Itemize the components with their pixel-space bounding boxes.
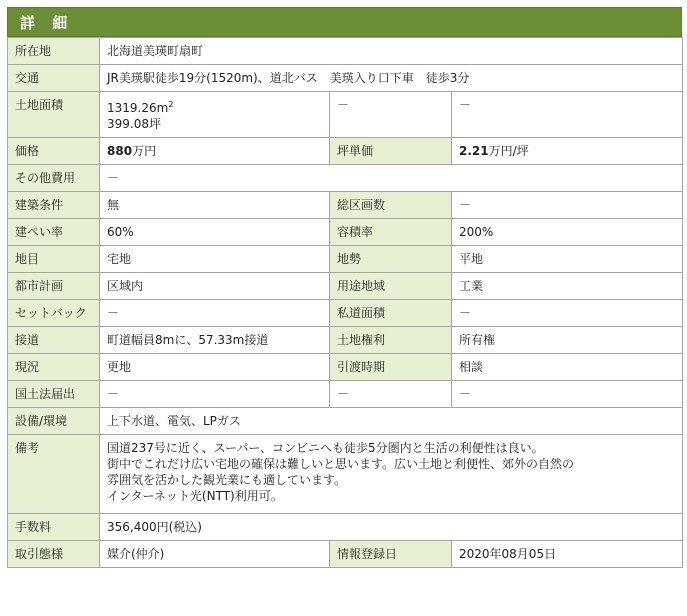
section-title: 詳 細 xyxy=(7,7,682,37)
unit-price-value: 2.21万円/坪 xyxy=(452,138,683,165)
setback-value: － xyxy=(100,300,330,327)
private-road-label: 私道面積 xyxy=(330,300,452,327)
land-area-value xyxy=(100,92,330,138)
city-plan-label: 都市計画 xyxy=(8,273,100,300)
deal-value: 媒介(仲介) xyxy=(100,541,330,568)
fee-value: 356,400円(税込) xyxy=(100,514,683,541)
registered-value: 2020年08月05日 xyxy=(452,541,683,568)
other-cost-value: － xyxy=(100,165,683,192)
row-road xyxy=(8,327,683,354)
land-area-tsubo: 399.08坪 xyxy=(107,117,161,131)
row-location xyxy=(8,38,683,65)
land-area-sqm: $1319.26m^2$ xyxy=(107,100,174,115)
row-conditions xyxy=(8,192,683,219)
current-value: 更地 xyxy=(100,354,330,381)
row-land-law xyxy=(8,381,683,408)
row-coverage xyxy=(8,219,683,246)
registered-label: 情報登録日 xyxy=(330,541,452,568)
land-law-value: － xyxy=(100,381,330,408)
row-traffic xyxy=(8,65,683,92)
land-area-label: 土地面積 xyxy=(8,92,100,138)
conditions-value: 無 xyxy=(100,192,330,219)
traffic-label: 交通 xyxy=(8,65,100,92)
zoning-label: 用途地域 xyxy=(330,273,452,300)
land-category-value: 宅地 xyxy=(100,246,330,273)
traffic-value: JR美瑛駅徒歩19分(1520m)、道北バス 美瑛入り口下車 徒歩3分 xyxy=(100,65,683,92)
conditions-label: 建築条件 xyxy=(8,192,100,219)
notes-label: 備考 xyxy=(8,435,100,514)
row-deal xyxy=(8,541,683,568)
row-current xyxy=(8,354,683,381)
zoning-value: 工業 xyxy=(452,273,683,300)
unit-price-label: 坪単価 xyxy=(330,138,452,165)
row-price xyxy=(8,138,683,165)
row-notes xyxy=(8,435,683,514)
land-area-col4: － xyxy=(452,92,683,138)
detail-table xyxy=(7,37,683,568)
fee-label: 手数料 xyxy=(8,514,100,541)
row-facilities xyxy=(8,408,683,435)
handover-label: 引渡時期 xyxy=(330,354,452,381)
price-value: 880万円 xyxy=(100,138,330,165)
handover-value: 相談 xyxy=(452,354,683,381)
coverage-label: 建ぺい率 xyxy=(8,219,100,246)
row-other-cost xyxy=(8,165,683,192)
land-rights-value: 所有権 xyxy=(452,327,683,354)
city-plan-value: 区域内 xyxy=(100,273,330,300)
location-label: 所在地 xyxy=(8,38,100,65)
far-label: 容積率 xyxy=(330,219,452,246)
facilities-label: 設備/環境 xyxy=(8,408,100,435)
other-cost-label: その他費用 xyxy=(8,165,100,192)
land-area-col3: － xyxy=(330,92,452,138)
road-label: 接道 xyxy=(8,327,100,354)
row-city-plan xyxy=(8,273,683,300)
location-value: 北海道美瑛町扇町 xyxy=(100,38,683,65)
row-land-category xyxy=(8,246,683,273)
facilities-value: 上下水道、電気、LPガス xyxy=(100,408,683,435)
current-label: 現況 xyxy=(8,354,100,381)
private-road-value: － xyxy=(452,300,683,327)
row-setback xyxy=(8,300,683,327)
setback-label: セットバック xyxy=(8,300,100,327)
terrain-label: 地勢 xyxy=(330,246,452,273)
land-law-label: 国土法届出 xyxy=(8,381,100,408)
far-value: 200% xyxy=(452,219,683,246)
row-land-area xyxy=(8,92,683,138)
terrain-value: 平地 xyxy=(452,246,683,273)
land-law-col3: － xyxy=(330,381,452,408)
notes-value: 国道237号に近く、スーパー、コンビニへも徒歩5分圏内と生活の利便性は良い。 街中でこれだけ広い宅地の確保は難しいと思います。広い土地と利便性、郊外の自然の 雰囲気を活かした観光業にも適しています。 インターネット光(NTT)利用可。 xyxy=(100,435,683,514)
row-fee xyxy=(8,514,683,541)
coverage-value: 60% xyxy=(100,219,330,246)
road-value: 町道幅員8mに、57.33m接道 xyxy=(100,327,330,354)
lots-label: 総区画数 xyxy=(330,192,452,219)
deal-label: 取引態様 xyxy=(8,541,100,568)
land-category-label: 地目 xyxy=(8,246,100,273)
lots-value: － xyxy=(452,192,683,219)
land-law-col4: － xyxy=(452,381,683,408)
land-rights-label: 土地権利 xyxy=(330,327,452,354)
price-label: 価格 xyxy=(8,138,100,165)
detail-panel xyxy=(7,7,682,568)
